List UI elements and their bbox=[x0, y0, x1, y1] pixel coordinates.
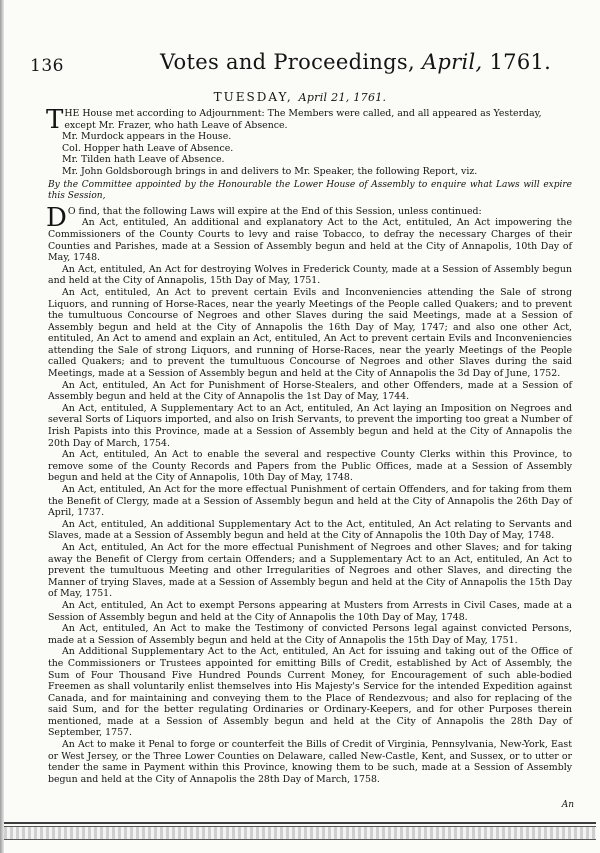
title-italic: April, bbox=[421, 50, 483, 74]
note-line: Mr. Murdock appears in the House. bbox=[62, 131, 232, 143]
act-paragraph: An Act, entituled, An additional and explanatory Act to the Act, entituled, An Act impowering the Commissioners of the County Courts to levy and raise Tobacco, to defray the necessary Charges of their Counties and Parishes, made at a Session of Assembly begun and held at the City of Annapolis, 10th Day of May, 1748. bbox=[48, 217, 572, 264]
act-paragraph: An Act, entituled, An Act to exempt Persons appearing at Musters from Arrests in Civil Cases, made at a Session of Assembly begun and held at the City of Annapolis the 10th Day of May, 1748. bbox=[48, 599, 572, 623]
note-line: Mr. Tilden hath Leave of Absence. bbox=[62, 154, 225, 166]
act-paragraph: An Act to make it Penal to forge or counterfeit the Bills of Credit of Virginia, Pennsylvania, New-York, East or West Jersey, or the Three Lower Counties on Delaware, called New-Castle, Kent, and Sussex, or to utter or tender the same in Payment within this Province, knowing them to be such, made at a Session of Assembly begun and held at the City of Annapolis the 28th Day of March, 1758. bbox=[48, 739, 572, 785]
act-paragraph: An Act, entituled, An Act to enable the several and respective County Clerks within this Province, to remove some of the County Records and Papers from the Public Offices, made at a Session of Assembly begun and held at the City of Annapolis, 10th Day of May, 1748. bbox=[48, 449, 572, 484]
catchword: An bbox=[561, 800, 574, 810]
bottom-rule bbox=[4, 822, 596, 824]
page-edge-shadow bbox=[0, 0, 4, 853]
report-intro-text: O find, that the following Laws will expire at the End of this Session, unless continued: bbox=[67, 205, 482, 217]
act-paragraph: An Act, entituled, An Act to make the Testimony of convicted Persons legal against convicted Persons, made at a Session of Assembly begun and held at the City of Annapolis the 15th Day of May, 1751. bbox=[48, 623, 572, 646]
act-paragraph: An Additional Supplementary Act to the Act, entituled, An Act for issuing and taking out of the Office of the Commissioners or Trustees appointed for emitting Bills of Credit, established by Act of Assembly, the Sum of Four Thousand Five Hundred Pounds Current Money, for Encouragement of such able-bodied Freemen as shall voluntarily enlist themselves into His Majesty's Service for the intended Expedition against Canada, and for maintaining and conveying them to the Place of Rendezvous; and also for replacing of the said Sum, and for the better regulating Ordinaries or Ordinary-Keepers, and for other Purposes therein mentioned, made at a Session of Assembly begun and held at the City of Annapolis the 28th Day of September, 1757. bbox=[48, 646, 572, 739]
opening-paragraph bbox=[46, 105, 572, 135]
opening-line-1: HE House met according to Adjournment: The Members were called, and all appeared as Yesterday, bbox=[64, 108, 542, 119]
body-text bbox=[46, 105, 572, 785]
act-paragraph: An Act, entituled, An Act for Punishment of Horse-Stealers, and other Offenders, made at a Session of Assembly begun and held at the City of Annapolis the 1st Day of May, 1744. bbox=[48, 379, 572, 403]
day-name: TUESDAY, bbox=[213, 90, 293, 104]
committee-heading: By the Committee appointed by the Honourable the Lower House of Assembly to enquire what Laws will expire this Session, bbox=[48, 179, 572, 202]
act-paragraph: An Act, entituled, An Act for destroying Wolves in Frederick County, made at a Session of Assembly begun and held at the City of Annapolis, 15th Day of May, 1751. bbox=[48, 263, 572, 287]
page-number: 136 bbox=[30, 56, 64, 76]
page-title bbox=[160, 50, 551, 74]
page-header bbox=[28, 50, 574, 80]
scan-edge-strip bbox=[4, 826, 596, 840]
title-roman: Votes and Proceedings, bbox=[160, 50, 415, 74]
opening-line-2: except Mr. Frazer, who hath Leave of Absence. bbox=[64, 119, 288, 131]
dropcap-d: D bbox=[46, 202, 67, 233]
note-line: Mr. John Goldsborough brings in and delivers to Mr. Speaker, the following Report, viz. bbox=[62, 165, 478, 177]
note-line: Col. Hopper hath Leave of Absence. bbox=[62, 142, 234, 154]
day-date: April 21, 1761. bbox=[298, 91, 387, 104]
report-intro bbox=[46, 202, 572, 233]
dropcap-t: T bbox=[46, 105, 64, 135]
title-year: 1761. bbox=[489, 50, 552, 74]
act-paragraph: An Act, entituled, An Act to prevent certain Evils and Inconveniencies attending the Sale of strong Liquors, and running of Horse-Races, near the yearly Meetings of the People called Quakers; and to prevent the tumultuous Concourse of Negroes and other Slaves during the said Meetings, made at a Session of Assembly begun and held at the City of Annapolis the 16th Day of May, 1747; and also one other Act, entituled, An Act to amend and explain an Act, entituled, An Act to prevent certain Evils and Inconveniencies attending the Sale of strong Liquors, and running of Horse-Races, near the yearly Meetings of the People called Quakers; and to prevent the tumultuous Concourse of Negroes and other Slaves during the said Meetings, made at a Session of Assembly begun and held at the City of Annapolis the 3d Day of June, 1752. bbox=[48, 286, 572, 380]
act-paragraph: An Act, entituled, An Act for the more effectual Punishment of certain Offenders, and for taking from them the Benefit of Clergy, made at a Session of Assembly begun and held at the City of Annapolis the 26th Day of April, 1737. bbox=[48, 484, 572, 519]
day-heading bbox=[0, 90, 600, 104]
act-paragraph: An Act, entituled, An Act for the more effectual Punishment of Negroes and other Slaves; and for taking away the Benefit of Clergy from certain Offenders; and a Supplementary Act to an Act, entituled, An Act to prevent the tumultuous Meeting and other Irregularities of Negroes and other Slaves, and directing the Manner of trying Slaves, made at a Session of Assembly begun and held at the City of Annapolis the 15th Day of May, 1751. bbox=[48, 541, 572, 600]
act-paragraph: An Act, entituled, A Supplementary Act to an Act, entituled, An Act laying an Imposition on Negroes and several Sorts of Liquors imported, and also on Irish Servants, to prevent the importing too great a Number of Irish Papists into this Province, made at a Session of Assembly begun and held at the City of Annapolis the 20th Day of March, 1754. bbox=[48, 402, 572, 449]
act-paragraph: An Act, entituled, An additional Supplementary Act to the Act, entituled, An Act relating to Servants and Slaves, made at a Session of Assembly begun and held at the City of Annapolis the 10th Day of May, 1748. bbox=[48, 518, 572, 542]
